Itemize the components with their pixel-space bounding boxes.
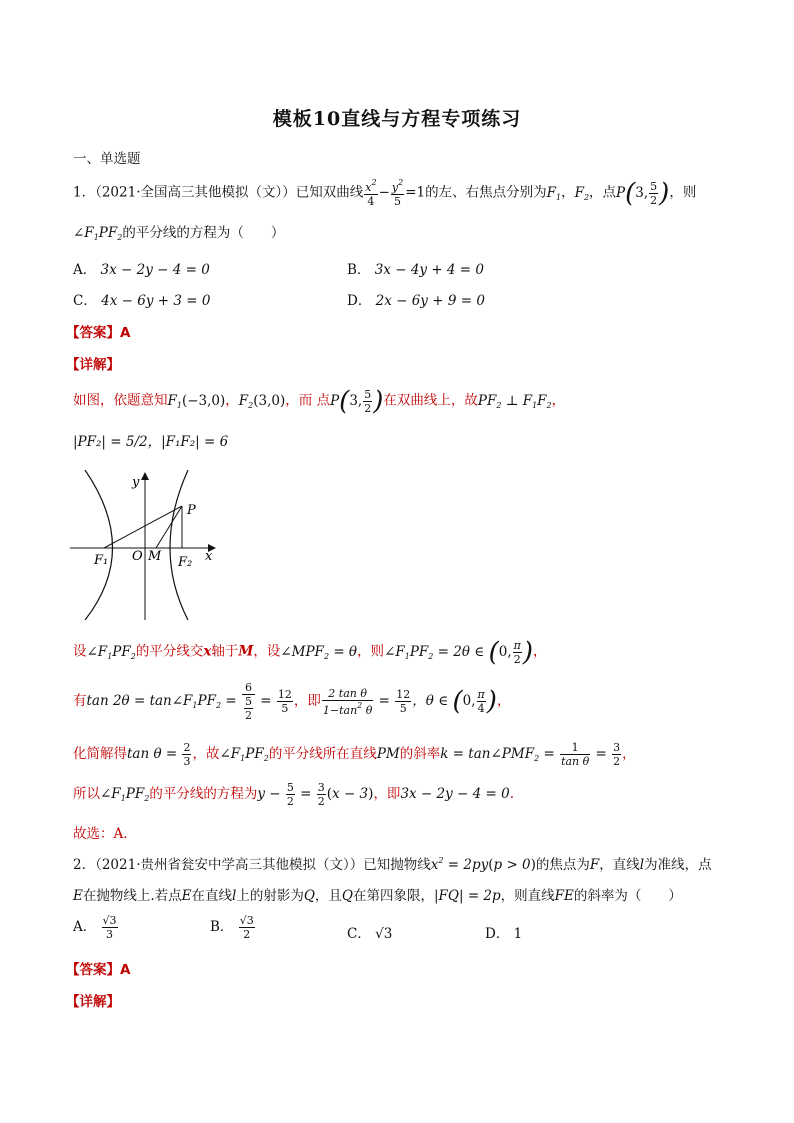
detail-text: 化简解得 [73, 746, 127, 762]
stem-text: ，则直线 [500, 888, 555, 904]
option-a[interactable] [73, 258, 210, 278]
section-heading: 一、单选题 [73, 151, 141, 167]
q2-option-c[interactable] [347, 922, 392, 942]
option-label: A． [73, 262, 97, 278]
detail-text: 的平分线交 [135, 643, 204, 660]
stem-text: 已知抛物线 [363, 857, 431, 873]
f2-coord: $F_2(3,0)$ [238, 392, 286, 410]
double-angle-eq: $\frac{\text{2 tan θ}}{1-\tan^2 \theta}$ = $\frac{12}{5}$ ，θ ∈ (0, $\frac{\pi}{4}$ ) [322, 686, 497, 717]
stem-text: ，且 [314, 888, 342, 904]
y-axis-arrow [141, 472, 149, 480]
question-1-stem-line1: 1．（2021·全国高三其他模拟（文））已知双曲线 $\frac{x^2}{4}$ − $\frac{y^2}{5}$ =1的左、右焦点分别为$F_1$，$F_2$，点P(3, $\frac{5}{2}$ )，则 [73, 178, 697, 208]
option-label: C． [347, 926, 371, 942]
option-value: $\frac{√3}{2}$ [239, 914, 254, 941]
detail-line-2: |PF₂| = 5/2，|F₁F₂| = 6 [73, 434, 229, 450]
label-m: M [148, 549, 162, 564]
var-x: x [203, 643, 212, 660]
q2-option-a[interactable] [73, 915, 119, 940]
detail-label-2: 【详解】 [66, 994, 120, 1010]
stem-text: 为准线，点 [644, 857, 712, 873]
stem-text: 的左、右焦点分别为 [425, 184, 547, 201]
parabola-eq: $x^2 = 2py(p > 0)$ [430, 856, 536, 873]
perp-relation: $PF_2$ ⊥ $F_1F_2$ [477, 392, 552, 410]
hyperbola-x-term: $\frac{x^2}{4}$ [365, 178, 377, 208]
detail-text: ，即 [373, 786, 401, 802]
detail-text: ，即 [293, 693, 321, 709]
point-p: P(3, $\frac{5}{2}$ ) [616, 178, 670, 208]
label-o: O [132, 549, 143, 564]
angle-def: $\angle MPF_2 = \theta$ [280, 643, 358, 661]
angle-range: $\angle F_1PF_2 = 2\theta$ ∈ (0, $\frac{\pi}{2}$ ) [384, 637, 534, 667]
var-e: E [73, 888, 83, 904]
option-label: B． [347, 262, 371, 278]
fq-length: |FQ| = 2p [434, 888, 501, 904]
focus-f2: $F_2$ [574, 184, 590, 202]
option-value: √3 [375, 926, 393, 942]
question-source: （2021·贵州省瓮安中学高三其他模拟（文）） [95, 857, 364, 873]
detail-line-3: 设$\angle F_1PF_2$的平分线交x轴于M，设$\angle MPF_2 = \theta$，则$\angle F_1PF_2 = 2\theta$ ∈ (0, $\frac{\pi}{2}$ )， [73, 637, 547, 667]
angle-f1pf2: $\angle F_1PF_2$ [73, 225, 123, 242]
option-d[interactable] [347, 289, 485, 309]
option-label: D． [347, 293, 372, 309]
option-text: 4x − 6y + 3 = 0 [101, 293, 211, 309]
point-p-coord: P(3, $\frac{5}{2}$ ) [330, 386, 384, 416]
detail-text: 的平分线所在直线 [268, 746, 377, 762]
option-text: 3x − 2y − 4 = 0 [100, 262, 210, 278]
stem-text: 在抛物线上.若点 [82, 888, 182, 904]
label-f2: F₂ [178, 555, 193, 570]
stem-text: 的焦点为 [535, 857, 590, 873]
detail-text: 的平分线的方程为 [149, 786, 258, 802]
var-f: F [589, 857, 600, 873]
q2-option-b[interactable] [210, 915, 256, 940]
detail-text: ，故 [192, 746, 220, 762]
option-label: A． [73, 919, 97, 935]
answer-label-2: 【答案】A [66, 962, 131, 978]
question-number: 1． [73, 184, 96, 201]
var-l: l [639, 857, 645, 873]
question-2-stem-line2 [73, 884, 682, 904]
stem-text: 在直线 [191, 888, 233, 904]
stem-text: 上的射影为 [236, 888, 304, 904]
q2-option-d[interactable] [485, 922, 522, 942]
var-q: Q [303, 888, 315, 904]
detail-line-6: 所以$\angle F_1PF_2$的平分线的方程为y − $\frac{5}{2}$ = $\frac{3}{2}$ (x − 3)，即3x − 2y − 4 = 0. [73, 781, 515, 808]
detail-line-5: 化简解得tan θ = $\frac{2}{3}$ ，故$\angle F_1PF_2$的平分线所在直线PM的斜率$k = \tan\angle PMF_2$ = $\frac{1}{\text{tan θ}}$ = $\frac{3}{2}$ ， [73, 741, 636, 768]
line-pm: PM [376, 746, 400, 762]
var-l: l [232, 888, 237, 904]
equation-rhs: =1 [405, 184, 426, 201]
option-c[interactable] [73, 289, 210, 309]
final-eq: 3x − 2y − 4 = 0 [400, 786, 510, 802]
angle-f1pf2: $\angle F_1PF_2$ [100, 786, 150, 803]
label-y: y [132, 475, 140, 490]
stem-text: ，点 [589, 184, 617, 201]
detail-text: 有 [73, 693, 87, 709]
stem-text: 的平分线的方程为（ ） [122, 225, 285, 241]
stem-text: 的斜率为（ ） [573, 888, 682, 904]
detail-text: 如图，依题意知 [73, 392, 168, 409]
pick-line: 故选：A． [73, 826, 137, 842]
answer-label: 【答案】A [66, 325, 131, 341]
hyperbola-y-term: $\frac{y^2}{5}$ [391, 178, 404, 208]
detail-text: 在双曲线上，故 [383, 392, 478, 409]
detail-text: 轴于 [211, 643, 239, 660]
option-label: D． [485, 926, 510, 942]
f1-coord: $F_1(-3,0)$ [167, 392, 226, 410]
point-slope-eq: y − $\frac{5}{2}$ = $\frac{3}{2}$ (x − 3) [257, 781, 374, 808]
page-title: 模板10直线与方程专项练习 [272, 108, 522, 130]
hyperbola-right-branch [170, 470, 188, 620]
question-source: （2021·全国高三其他模拟（文）） [95, 184, 296, 201]
angle-f1pf2: $\angle F_1PF_2$ [219, 746, 269, 763]
option-b[interactable] [347, 258, 484, 278]
label-f1: F₁ [94, 553, 109, 568]
tan-theta: tan θ = $\frac{2}{3}$ [127, 741, 191, 768]
question-1-stem-line2 [73, 221, 284, 242]
stem-text: ，直线 [599, 857, 640, 873]
line-fe: FE [554, 888, 574, 904]
option-value: $\frac{√3}{3}$ [102, 914, 117, 941]
hyperbola-figure [70, 470, 220, 620]
var-e: E [181, 888, 192, 904]
option-label: C． [73, 293, 97, 309]
question-2-stem-line1 [73, 853, 712, 873]
question-number: 2． [73, 857, 96, 873]
detail-text: ，而 点 [285, 392, 331, 409]
option-text: 2x − 6y + 9 = 0 [375, 293, 485, 309]
label-p: P [187, 503, 196, 518]
hyperbola-left-branch [85, 470, 113, 620]
angle-f1pf2: $\angle F_1PF_2$ [86, 643, 136, 661]
tan-2theta-eq: $\tan 2\theta = \tan\angle F_1PF_2$ = $\frac{6}{\frac{5}{2}}$ = $\frac{12}{5}$ [86, 681, 292, 722]
detail-line-1: 如图，依题意知$F_1(-3,0)$，$F_2(3,0)$，而 点P(3, $\frac{5}{2}$ )在双曲线上，故$PF_2$ ⊥ $F_1F_2$， [73, 386, 566, 416]
stem-text: ，则 [669, 184, 697, 201]
segment-pm [156, 506, 182, 548]
stem-text: 已知双曲线 [295, 184, 364, 201]
detail-text: ，则 [357, 643, 385, 660]
slope-eq: $k = \tan\angle PMF_2$ = $\frac{1}{\text{tan θ}}$ = $\frac{3}{2}$ [440, 741, 621, 768]
option-label: B． [210, 919, 234, 935]
var-m: M [238, 643, 254, 660]
stem-text: 在第四象限， [353, 888, 434, 904]
detail-text: ，设 [253, 643, 281, 660]
var-q: Q [341, 888, 353, 904]
detail-text: 的斜率 [399, 746, 441, 762]
detail-text: 设 [73, 643, 87, 660]
detail-label: 【详解】 [66, 357, 120, 373]
focus-f1: $F_1$ [546, 184, 562, 202]
option-text: 3x − 4y + 4 = 0 [374, 262, 484, 278]
detail-text: 所以 [73, 786, 100, 802]
option-value: 1 [513, 926, 523, 942]
label-x: x [205, 549, 213, 564]
detail-line-4: 有$\tan 2\theta = \tan\angle F_1PF_2$ = $\frac{6}{\frac{5}{2}}$ = $\frac{12}{5}$ ，即 $\frac{\text{2 tan θ}}{1-\tan^2 \theta}$ = $\frac{12}{5}$ ，θ ∈ (0, $\frac{\pi}{4}$ )， [73, 681, 511, 722]
